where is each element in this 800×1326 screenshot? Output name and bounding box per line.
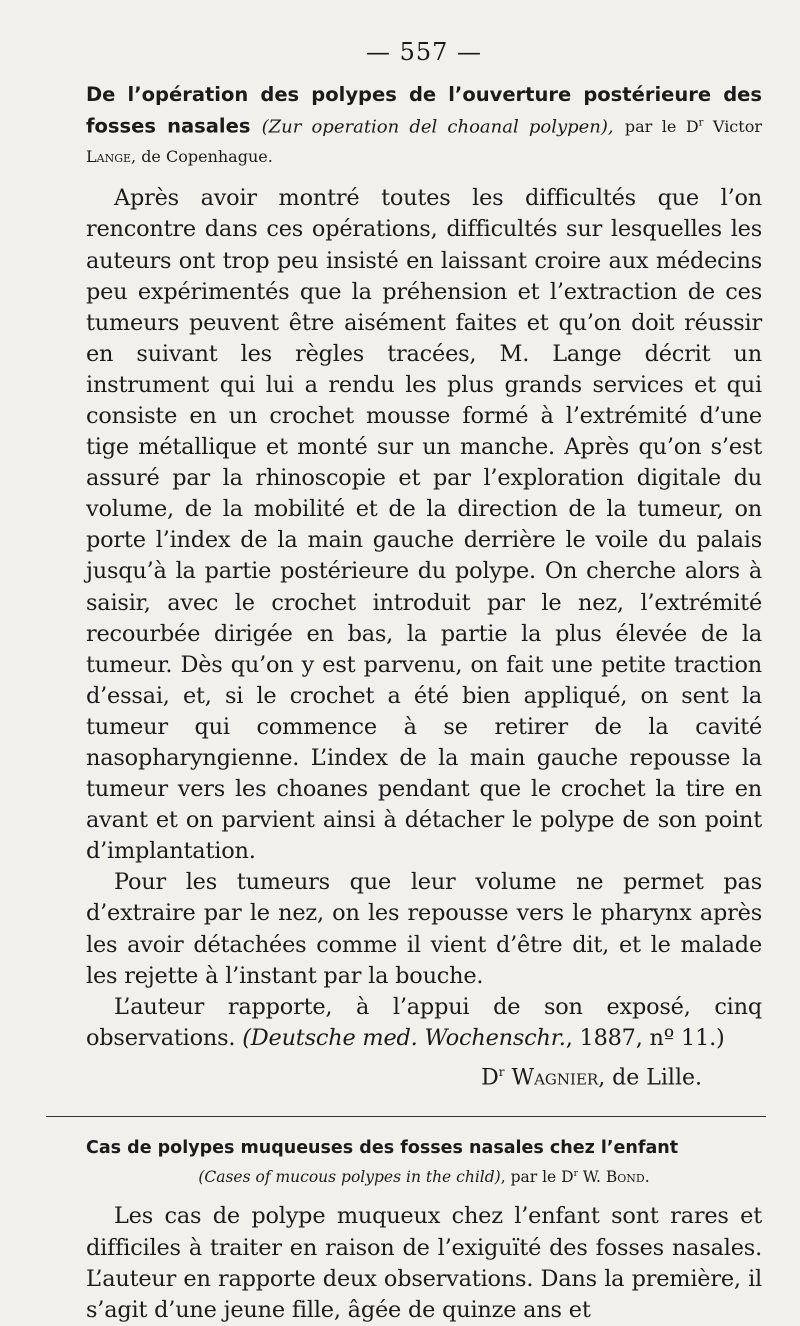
- article-1-title: De l’opération des polypes de l’ouverture postérieure des fosses nasales: [86, 83, 762, 138]
- article-1-author-city: , de Copenhague.: [131, 147, 273, 167]
- article-1-author: par le $D^r$ Victor: [624, 117, 762, 137]
- article-2-author: W. Bond.: [577, 1168, 650, 1187]
- journal-reference: (Deutsche med. Wochenschr.: [242, 1024, 566, 1051]
- article-1-paragraph-2: Pour les tumeurs que leur volume ne permet pas d’extraire par le nez, on les repousse vers le pharynx après les avoir détachées comme il vient d’être dit, et le malade les rejette à l’instant par la bouche.: [86, 869, 762, 989]
- article-1-paragraph-3: L’auteur rapporte, à l’appui de son exposé, cinq observations. (Deutsche med. Wochenschr., 1887, nº 11.): [86, 993, 762, 1051]
- article-2-paragraph-1: Les cas de polype muqueux chez l’enfant sont rares et difficiles à traiter en raison de l’exiguïté des fosses nasales. L’auteur en rapporte deux observations. Dans la première, il s’agit d’une jeune fille, âgée de quinze ans et: [86, 1203, 762, 1323]
- article-1-heading: [86, 80, 762, 171]
- page-number: — 557 —: [365, 38, 483, 66]
- article-2-original-title: (Cases of mucous polypes in the child): [198, 1168, 501, 1187]
- article-2-subheading: (Cases of mucous polypes in the child), par le $D^r$ W. Bond.: [198, 1168, 650, 1187]
- section-divider: [46, 1116, 766, 1117]
- article-1-original-title: (Zur operation del choanal polypen),: [261, 116, 614, 138]
- article-1-signature: $D^r$ Wagnier, de Lille.: [481, 1064, 702, 1091]
- article-2-heading: Cas de polypes muqueuses des fosses nasales chez l’enfant: [86, 1138, 679, 1159]
- article-1-author-lastname: Lange: [86, 147, 132, 167]
- article-1-paragraph-1: Après avoir montré toutes les difficultés que l’on rencontre dans ces opérations, difficultés sur lesquelles les auteurs ont trop peu insisté en laissant croire aux médecins peu expérimentés que la préhension et l’extraction de ces tumeurs peuvent être aisément faites et qu’on doit réussir en suivant les règles tracées, M. Lange décrit un instrument qui lui a rendu les plus grands services et qui consiste en un crochet mousse formé à l’extrémité d’une tige métallique et monté sur un manche. Après qu’on s’est assuré par la rhinoscopie et par l’exploration digitale du volume, de la mobilité et de la direction de la tumeur, on porte l’index de la main gauche derrière le voile du palais jusqu’à la partie postérieure du polype. On cherche alors à saisir, avec le crochet introduit par le nez, l’extrémité recourbée dirigée en bas, la partie la plus élevée de la tumeur. Dès qu’on y est parvenu, on fait une petite traction d’essai, et, si le crochet a été bien appliqué, on sent la tumeur qui commence à se retirer de la cavité nasopharyngienne. L’index de la main gauche repousse la tumeur vers les choanes pendant que le crochet la tire en avant et on parvient ainsi à détacher le polype de son point d’implantation.: [86, 185, 762, 865]
